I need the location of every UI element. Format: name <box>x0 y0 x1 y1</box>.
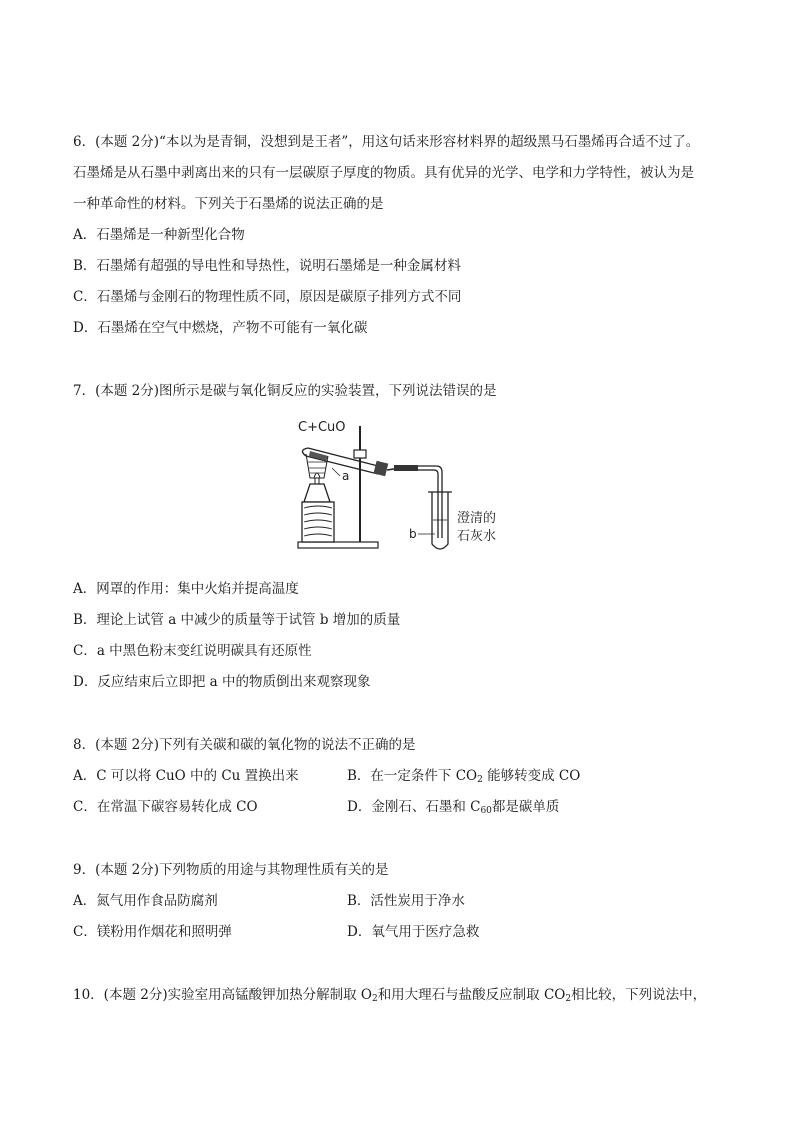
q8-stem: 8．(本题 2分)下列有关碳和碳的氧化物的说法不正确的是 <box>73 737 416 753</box>
q8-option-d: D．金刚石、石墨和 $C_{60}$都是碳单质 <box>347 799 560 816</box>
limewater-label-line-1: 澄清的 <box>457 511 497 526</box>
q6-stem-line-3: 一种革命性的材料。下列关于石墨烯的说法正确的是 <box>73 196 384 212</box>
q9-stem: 9．(本题 2分)下列物质的用途与其物理性质有关的是 <box>73 862 389 878</box>
q7-option-c: C．a 中黑色粉末变红说明碳具有还原性 <box>73 643 312 659</box>
clamp <box>354 450 366 458</box>
q6-option-a: A．石墨烯是一种新型化合物 <box>73 227 245 243</box>
q7-option-d: D．反应结束后立即把 a 中的物质倒出来观察现象 <box>73 674 371 690</box>
wooden-block <box>302 502 334 542</box>
q6-option-d: D．石墨烯在空气中燃烧，产物不可能有一氧化碳 <box>73 320 368 336</box>
q8-option-a: A．C 可以将 CuO 中的 Cu 置换出来 <box>73 768 299 784</box>
q8-option-b: B．在一定条件下 $CO_2$ 能够转变成 CO <box>347 768 581 785</box>
q7-option-b: B．理论上试管 a 中减少的质量等于试管 b 增加的质量 <box>73 612 401 628</box>
q7-stem: 7．(本题 2分)图所示是碳与氧化铜反应的实验装置，下列说法错误的是 <box>73 383 497 399</box>
q9-option-d: D．氧气用于医疗急救 <box>347 924 480 940</box>
reactant-label: C+CuO <box>298 420 346 435</box>
q9-option-a: A．氮气用作食品防腐剂 <box>73 893 218 909</box>
carbon-reduction-apparatus-figure <box>290 412 515 557</box>
stand-base <box>298 542 378 548</box>
q6-option-c: C．石墨烯与金刚石的物理性质不同，原因是碳原子排列方式不同 <box>73 289 462 305</box>
tube-a-label: a <box>342 469 350 483</box>
q10-stem: 10．(本题 2分)实验室用高锰酸钾加热分解制取 $O_2$和用大理石与盐酸反应制取 $CO_2$相比较，下列说法中， <box>73 987 707 1004</box>
limewater-label-line-2: 石灰水 <box>457 529 497 544</box>
test-tube-b <box>428 492 452 549</box>
q6-stem-line-2: 石墨烯是从石墨中剥离出来的只有一层碳原子厚度的物质。具有优异的光学、电学和力学特性，被认为是 <box>73 165 694 181</box>
q9-option-c: C．镁粉用作烟花和照明弹 <box>73 924 232 940</box>
q7-option-a: A．网罩的作用：集中火焰并提高温度 <box>73 581 299 597</box>
tube-b-label: b <box>409 527 417 541</box>
q9-option-b: B．活性炭用于净水 <box>347 893 465 909</box>
q6-stem-line-1: 6．(本题 2分)“本以为是青铜，没想到是王者”，用这句话来形容材料界的超级黑马石墨烯再合适不过了。 <box>73 134 700 150</box>
q8-option-c: C．在常温下碳容易转化成 CO <box>73 799 258 815</box>
q6-option-b: B．石墨烯有超强的导电性和导热性，说明石墨烯是一种金属材料 <box>73 258 461 274</box>
